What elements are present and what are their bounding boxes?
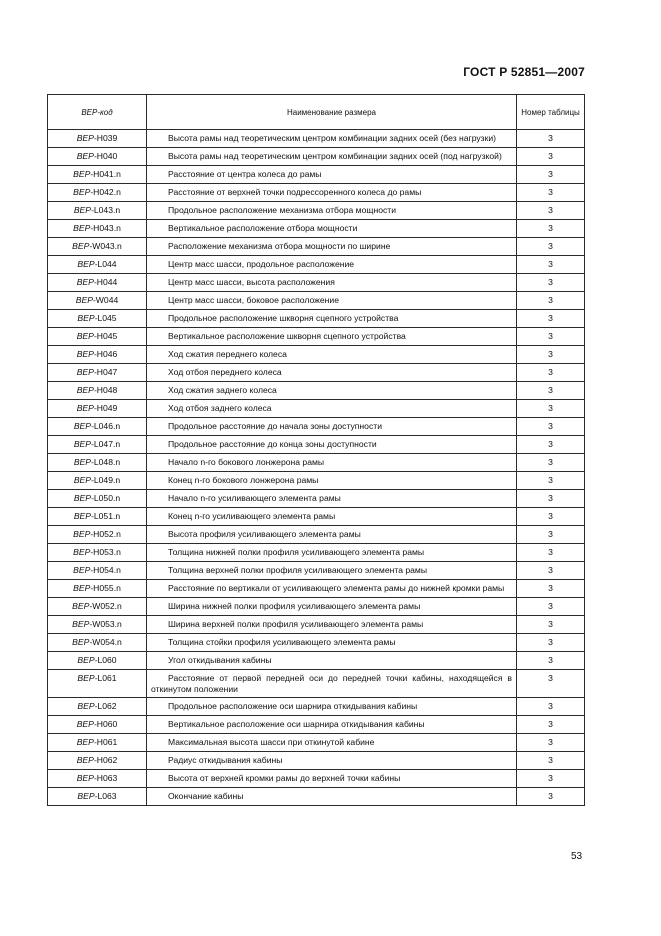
dimension-name-cell: Центр масс шасси, высота расположения <box>147 274 517 292</box>
table-row <box>48 310 585 328</box>
dimension-name-cell: Центр масс шасси, продольное расположение <box>147 256 517 274</box>
bep-code-prefix: BEP- <box>73 205 94 215</box>
table-number-cell: 3 <box>517 202 585 220</box>
bep-code-cell <box>48 202 147 220</box>
table-number-cell: 3 <box>517 490 585 508</box>
dimension-name-cell: Высота рамы над теоретическим центром комбинации задних осей (под нагрузкой) <box>147 148 517 166</box>
bep-code-cell <box>48 130 147 148</box>
bep-code-prefix: BEP- <box>73 511 94 521</box>
bep-code-prefix: BEP- <box>75 295 96 305</box>
dimension-name-cell: Высота профиля усиливающего элемента рамы <box>147 526 517 544</box>
bep-code-value: L045 <box>97 313 117 323</box>
dimension-name-cell: Начало n-го усиливающего элемента рамы <box>147 490 517 508</box>
bep-code-prefix: BEP- <box>76 277 97 287</box>
table-row <box>48 670 585 698</box>
table-body <box>48 130 585 806</box>
table-number-cell: 3 <box>517 580 585 598</box>
dimension-name-cell: Толщина верхней полки профиля усиливающего элемента рамы <box>147 562 517 580</box>
bep-code-prefix: BEP- <box>77 791 98 801</box>
table-row <box>48 490 585 508</box>
bep-code-value: H063 <box>96 773 118 783</box>
dimension-name-cell: Толщина нижней полки профиля усиливающего элемента рамы <box>147 544 517 562</box>
table-number-cell: 3 <box>517 734 585 752</box>
table-number-cell: 3 <box>517 328 585 346</box>
bep-code-value: H043.n <box>93 223 121 233</box>
bep-code-prefix: BEP- <box>72 619 93 629</box>
bep-code-value: H060 <box>96 719 118 729</box>
bep-code-value: H042.n <box>93 187 121 197</box>
table-row <box>48 634 585 652</box>
bep-code-cell <box>48 148 147 166</box>
document-header: ГОСТ Р 52851—2007 <box>463 65 585 79</box>
dimension-name-cell: Продольное расположение шкворня сцепного устройства <box>147 310 517 328</box>
table-row <box>48 364 585 382</box>
bep-code-value: H044 <box>96 277 118 287</box>
bep-code-value: H046 <box>96 349 118 359</box>
table-number-cell: 3 <box>517 436 585 454</box>
bep-code-cell <box>48 616 147 634</box>
table-row <box>48 598 585 616</box>
dimension-name-cell: Начало n-го бокового лонжерона рамы <box>147 454 517 472</box>
table-row <box>48 788 585 806</box>
bep-code-value: W052.n <box>92 601 122 611</box>
table-row <box>48 734 585 752</box>
table-number-cell: 3 <box>517 562 585 580</box>
table-row <box>48 256 585 274</box>
bep-code-cell <box>48 220 147 238</box>
bep-code-value: H040 <box>96 151 118 161</box>
bep-code-prefix: BEP- <box>77 655 98 665</box>
table-number-cell: 3 <box>517 220 585 238</box>
bep-code-prefix: BEP- <box>76 367 97 377</box>
bep-code-prefix: BEP- <box>72 241 93 251</box>
bep-code-cell <box>48 544 147 562</box>
bep-code-prefix: BEP- <box>76 385 97 395</box>
bep-code-cell <box>48 382 147 400</box>
table-number-cell: 3 <box>517 130 585 148</box>
dimension-name-cell: Расстояние от первой передней оси до передней точки кабины, находящейся в откинутом положении <box>147 670 517 698</box>
bep-code-prefix: BEP- <box>76 773 97 783</box>
bep-code-prefix: BEP- <box>73 439 94 449</box>
table-row <box>48 652 585 670</box>
bep-code-prefix: BEP- <box>76 331 97 341</box>
table-row <box>48 526 585 544</box>
bep-code-value: L044 <box>97 259 117 269</box>
bep-code-cell <box>48 698 147 716</box>
bep-code-value: W054.n <box>92 637 122 647</box>
table-row <box>48 454 585 472</box>
dimension-name-cell: Ширина верхней полки профиля усиливающего элемента рамы <box>147 616 517 634</box>
table-row <box>48 472 585 490</box>
dimension-name-cell: Толщина стойки профиля усиливающего элемента рамы <box>147 634 517 652</box>
bep-code-value: H053.n <box>93 547 121 557</box>
dimension-name-cell: Расстояние по вертикали от усиливающего элемента рамы до нижней кромки рамы <box>147 580 517 598</box>
bep-code-cell <box>48 508 147 526</box>
bep-code-prefix: BEP- <box>72 601 93 611</box>
table-number-cell: 3 <box>517 698 585 716</box>
dimension-name-cell: Вертикальное расположение отбора мощности <box>147 220 517 238</box>
table-number-cell: 3 <box>517 472 585 490</box>
table-row <box>48 400 585 418</box>
bep-code-cell <box>48 400 147 418</box>
table-row <box>48 292 585 310</box>
table-row <box>48 274 585 292</box>
bep-code-value: L046.n <box>93 421 121 431</box>
table-number-cell: 3 <box>517 184 585 202</box>
bep-code-prefix: BEP- <box>76 349 97 359</box>
bep-code-value: H048 <box>96 385 118 395</box>
dimension-name-cell: Максимальная высота шасси при откинутой кабине <box>147 734 517 752</box>
bep-code-prefix: BEP- <box>76 719 97 729</box>
dimension-name-cell: Расположение механизма отбора мощности по ширине <box>147 238 517 256</box>
bep-code-cell <box>48 310 147 328</box>
table-number-cell: 3 <box>517 634 585 652</box>
bep-code-prefix: BEP- <box>76 133 97 143</box>
table-row <box>48 202 585 220</box>
table-row <box>48 238 585 256</box>
bep-code-prefix: BEP- <box>76 737 97 747</box>
bep-code-cell <box>48 580 147 598</box>
bep-code-prefix: BEP- <box>73 475 94 485</box>
bep-code-value: H062 <box>96 755 118 765</box>
table-row <box>48 562 585 580</box>
table-row <box>48 220 585 238</box>
bep-code-prefix: BEP- <box>72 637 93 647</box>
table-number-cell: 3 <box>517 526 585 544</box>
table-number-cell: 3 <box>517 148 585 166</box>
bep-code-value: H052.n <box>93 529 121 539</box>
bep-code-value: L047.n <box>93 439 121 449</box>
table-number-cell: 3 <box>517 508 585 526</box>
bep-code-prefix: BEP- <box>77 673 98 683</box>
dimension-name-cell: Высота рамы над теоретическим центром комбинации задних осей (без нагрузки) <box>147 130 517 148</box>
dimension-name-cell: Расстояние от верхней точки подрессоренного колеса до рамы <box>147 184 517 202</box>
dimension-name-cell: Продольное расположение оси шарнира откидывания кабины <box>147 698 517 716</box>
dimension-name-cell: Вертикальное расположение шкворня сцепного устройства <box>147 328 517 346</box>
bep-code-cell <box>48 184 147 202</box>
bep-code-prefix: BEP- <box>76 755 97 765</box>
table-row <box>48 752 585 770</box>
bep-code-cell <box>48 274 147 292</box>
bep-code-prefix: BEP- <box>76 403 97 413</box>
bep-code-value: H049 <box>96 403 118 413</box>
table-number-cell: 3 <box>517 752 585 770</box>
table-number-cell: 3 <box>517 310 585 328</box>
table-number-cell: 3 <box>517 670 585 698</box>
table-row <box>48 580 585 598</box>
bep-code-value: L063 <box>97 791 117 801</box>
dimension-name-cell: Радиус откидывания кабины <box>147 752 517 770</box>
table-number-cell: 3 <box>517 598 585 616</box>
dimension-name-cell: Ход сжатия переднего колеса <box>147 346 517 364</box>
column-header-name: Наименование размера <box>147 95 517 130</box>
dimension-name-cell: Продольное расстояние до начала зоны доступности <box>147 418 517 436</box>
dimension-name-cell: Конец n-го усиливающего элемента рамы <box>147 508 517 526</box>
bep-code-prefix: BEP- <box>77 259 98 269</box>
bep-code-prefix: BEP- <box>73 565 94 575</box>
bep-code-value: L051.n <box>93 511 121 521</box>
bep-code-cell <box>48 346 147 364</box>
bep-code-prefix: BEP- <box>76 151 97 161</box>
table-number-cell: 3 <box>517 292 585 310</box>
bep-code-prefix: BEP- <box>73 223 94 233</box>
bep-code-prefix: BEP- <box>73 457 94 467</box>
dimension-name-cell: Вертикальное расположение оси шарнира откидывания кабины <box>147 716 517 734</box>
bep-code-value: H055.n <box>93 583 121 593</box>
table-row <box>48 328 585 346</box>
table-number-cell: 3 <box>517 256 585 274</box>
table-number-cell: 3 <box>517 364 585 382</box>
table-number-cell: 3 <box>517 544 585 562</box>
bep-code-value: H047 <box>96 367 118 377</box>
table-row <box>48 436 585 454</box>
bep-code-cell <box>48 166 147 184</box>
bep-code-cell <box>48 418 147 436</box>
bep-code-value: H054.n <box>93 565 121 575</box>
table-row <box>48 770 585 788</box>
bep-code-prefix: BEP- <box>73 547 94 557</box>
bep-code-prefix: BEP- <box>73 169 94 179</box>
dimension-name-cell: Угол откидывания кабины <box>147 652 517 670</box>
column-header-table-number: Номер таблицы <box>517 95 585 130</box>
bep-code-value: L062 <box>97 701 117 711</box>
table-number-cell: 3 <box>517 454 585 472</box>
bep-code-cell <box>48 788 147 806</box>
bep-code-cell <box>48 770 147 788</box>
table-row <box>48 544 585 562</box>
bep-code-cell <box>48 328 147 346</box>
bep-code-cell <box>48 734 147 752</box>
bep-code-cell <box>48 490 147 508</box>
bep-code-cell <box>48 598 147 616</box>
dimension-name-cell: Продольное расположение механизма отбора мощности <box>147 202 517 220</box>
table-number-cell: 3 <box>517 400 585 418</box>
table-number-cell: 3 <box>517 770 585 788</box>
bep-code-cell <box>48 652 147 670</box>
dimension-name-cell: Ширина нижней полки профиля усиливающего элемента рамы <box>147 598 517 616</box>
table-number-cell: 3 <box>517 616 585 634</box>
table-row <box>48 616 585 634</box>
bep-code-value: L043.n <box>93 205 121 215</box>
bep-code-prefix: BEP- <box>73 493 94 503</box>
table-number-cell: 3 <box>517 274 585 292</box>
bep-code-value: L061 <box>97 673 117 683</box>
bep-code-value: H045 <box>96 331 118 341</box>
table-row <box>48 346 585 364</box>
bep-code-cell <box>48 670 147 698</box>
table-row <box>48 698 585 716</box>
dimension-name-cell: Ход сжатия заднего колеса <box>147 382 517 400</box>
table-number-cell: 3 <box>517 652 585 670</box>
bep-code-value: L049.n <box>93 475 121 485</box>
dimension-name-cell: Продольное расстояние до конца зоны доступности <box>147 436 517 454</box>
table-row <box>48 166 585 184</box>
table-row <box>48 184 585 202</box>
bep-code-cell <box>48 364 147 382</box>
bep-code-cell <box>48 716 147 734</box>
table-number-cell: 3 <box>517 418 585 436</box>
bep-code-cell <box>48 752 147 770</box>
dimension-name-cell: Ход отбоя заднего колеса <box>147 400 517 418</box>
bep-code-prefix: BEP- <box>77 701 98 711</box>
dimension-name-cell: Окончание кабины <box>147 788 517 806</box>
bep-code-value: W043.n <box>92 241 122 251</box>
bep-code-value: H061 <box>96 737 118 747</box>
bep-code-value: W053.n <box>92 619 122 629</box>
dimension-name-cell: Расстояние от центра колеса до рамы <box>147 166 517 184</box>
bep-code-cell <box>48 472 147 490</box>
bep-code-cell <box>48 436 147 454</box>
column-header-code: BEP-код <box>48 95 147 130</box>
table-number-cell: 3 <box>517 382 585 400</box>
bep-code-value: H039 <box>96 133 118 143</box>
table-row <box>48 130 585 148</box>
table-row <box>48 382 585 400</box>
bep-code-cell <box>48 292 147 310</box>
bep-code-cell <box>48 256 147 274</box>
table-number-cell: 3 <box>517 716 585 734</box>
bep-code-prefix: BEP- <box>73 529 94 539</box>
dimensions-table <box>47 94 585 806</box>
dimension-name-cell: Центр масс шасси, боковое расположение <box>147 292 517 310</box>
table-row <box>48 508 585 526</box>
page-number: 53 <box>571 851 583 862</box>
table-header-row <box>48 95 585 130</box>
bep-code-cell <box>48 238 147 256</box>
table-number-cell: 3 <box>517 238 585 256</box>
bep-code-prefix: BEP- <box>77 313 98 323</box>
bep-code-cell <box>48 562 147 580</box>
bep-code-value: L060 <box>97 655 117 665</box>
bep-code-cell <box>48 454 147 472</box>
table-number-cell: 3 <box>517 788 585 806</box>
table-row <box>48 716 585 734</box>
bep-code-value: H041.n <box>93 169 121 179</box>
bep-code-prefix: BEP- <box>73 583 94 593</box>
table-row <box>48 418 585 436</box>
bep-code-value: W044 <box>95 295 119 305</box>
bep-code-value: L048.n <box>93 457 121 467</box>
bep-code-prefix: BEP- <box>73 421 94 431</box>
bep-code-prefix: BEP- <box>73 187 94 197</box>
bep-code-cell <box>48 526 147 544</box>
table-number-cell: 3 <box>517 166 585 184</box>
bep-code-value: L050.n <box>93 493 121 503</box>
dimension-name-cell: Конец n-го бокового лонжерона рамы <box>147 472 517 490</box>
table-number-cell: 3 <box>517 346 585 364</box>
dimension-name-cell: Высота от верхней кромки рамы до верхней точки кабины <box>147 770 517 788</box>
dimension-name-cell: Ход отбоя переднего колеса <box>147 364 517 382</box>
table-row <box>48 148 585 166</box>
bep-code-cell <box>48 634 147 652</box>
